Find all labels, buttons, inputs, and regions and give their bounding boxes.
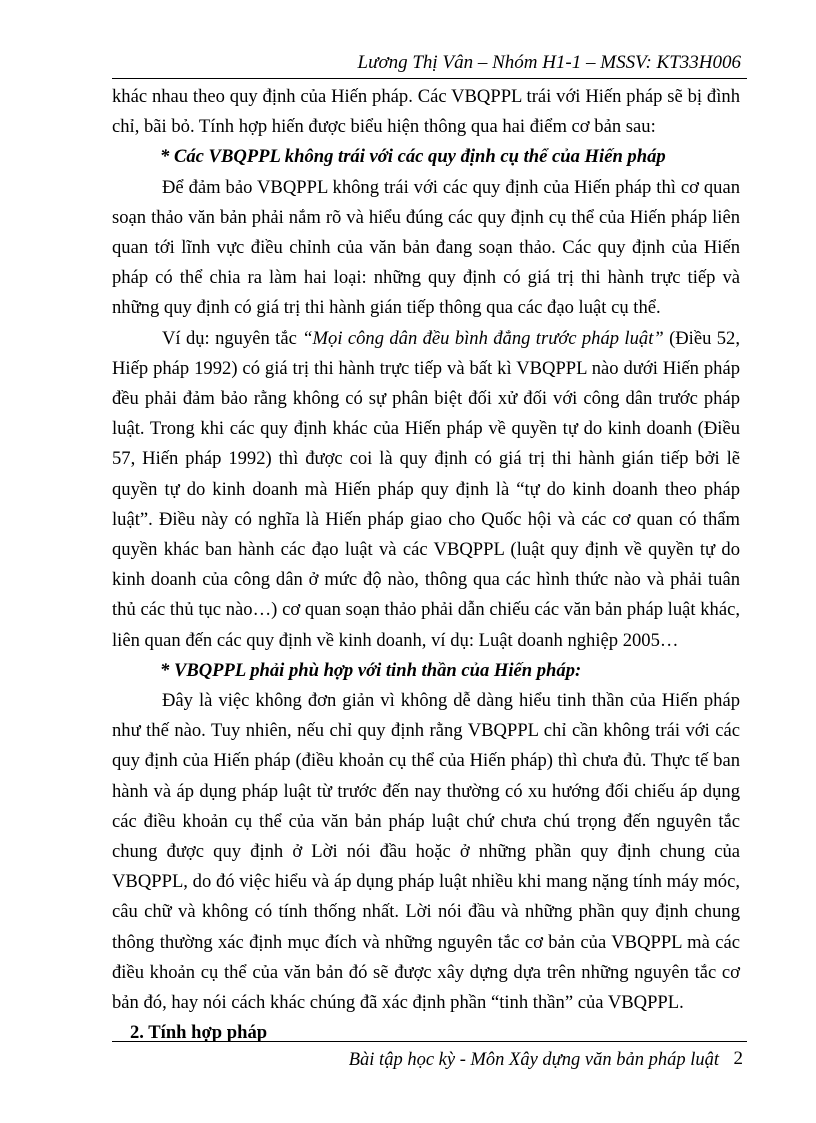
page-header bbox=[112, 48, 747, 79]
subheading-2: * VBQPPL phải phù hợp với tinh thần của Hiến pháp: bbox=[160, 659, 582, 681]
header-text: Lương Thị Vân – Nhóm H1-1 – MSSV: KT33H006 bbox=[357, 52, 741, 73]
paragraph-4: Đây là việc không đơn giản vì không dễ dàng hiểu tinh thần của Hiến pháp như thế nào. Tuy nhiên, nếu chỉ quy định rằng VBQPPL chỉ cần không trái với các quy định của Hiến pháp (điều khoản cụ thể của Hiến pháp) thì chưa đủ. Thực tế ban hành và áp dụng pháp luật từ trước đến nay thường có xu hướng đối chiếu áp dụng các điều khoản cụ thể của văn bản pháp luật chứ chưa chú trọng đến nguyên tắc chung được quy định ở Lời nói đầu hoặc ở những phần quy định chung của VBQPPL, do đó việc hiểu và áp dụng pháp luật nhiều khi mang nặng tính máy móc, câu chữ và không có tính thống nhất. Lời nói đầu và những phần quy định chung thông thường xác định mục đích và những nguyên tắc cơ bản của VBQPPL mà các điều khoản cụ thể của văn bản đó sẽ được xây dựng dựa trên những nguyên tắc cơ bản đó, hay nói cách khác chúng đã xác định phần “tinh thần” của VBQPPL. bbox=[112, 690, 740, 1014]
document-body bbox=[112, 82, 740, 1049]
paragraph-3-quote: “Mọi công dân đều bình đẳng trước pháp luật” bbox=[302, 327, 664, 349]
page-footer bbox=[112, 1041, 747, 1082]
paragraph-3-intro: Ví dụ: nguyên tắc bbox=[162, 327, 303, 349]
footer-text: Bài tập học kỳ - Môn Xây dựng văn bản pháp luật bbox=[348, 1050, 719, 1070]
paragraph-1: khác nhau theo quy định của Hiến pháp. Các VBQPPL trái với Hiến pháp sẽ bị đình chỉ, bãi bỏ. Tính hợp hiến được biểu hiện thông qua hai điểm cơ bản sau: bbox=[112, 86, 740, 138]
paragraph-3-rest: (Điều 52, Hiếp pháp 1992) có giá trị thi hành trực tiếp và bất kì VBQPPL nào dưới Hiến pháp đều phải đảm bảo rằng không có sự phân biệt đối xử đối với công dân trước pháp luật. Trong khi các quy định khác của Hiến pháp về quyền tự do kinh doanh (Điều 57, Hiến pháp 1992) thì được coi là quy định có giá trị thi hành gián tiếp bởi lẽ quyền tự do kinh doanh mà Hiến pháp quy định là “tự do kinh doanh theo pháp luật”. Điều này có nghĩa là Hiến pháp giao cho Quốc hội và các cơ quan có thẩm quyền khác ban hành các đạo luật và các VBQPPL (luật quy định về quyền tự do kinh doanh của công dân ở mức độ nào, thông qua các hình thức nào và phải tuân thủ các thủ tục nào…) cơ quan soạn thảo phải dẫn chiếu các văn bản pháp luật khác, liên quan đến các quy định về kinh doanh, ví dụ: Luật doanh nghiệp 2005… bbox=[112, 327, 741, 651]
section-heading: 2. Tính hợp pháp bbox=[130, 1022, 268, 1044]
paragraph-2: Để đảm bảo VBQPPL không trái với các quy định của Hiến pháp thì cơ quan soạn thảo văn bản phải nắm rõ và hiểu đúng các quy định cụ thể của Hiến pháp liên quan tới lĩnh vực điều chỉnh của văn bản đang soạn thảo. Các quy định của Hiến pháp có thể chia ra làm hai loại: những quy định có giá trị thi hành trực tiếp và những quy định có giá trị thi hành gián tiếp thông qua các đạo luật cụ thể. bbox=[112, 176, 740, 319]
subheading-1: * Các VBQPPL không trái với các quy định cụ thể của Hiến pháp bbox=[160, 146, 666, 168]
paragraph-3 bbox=[112, 324, 740, 656]
page-number: 2 bbox=[733, 1048, 743, 1069]
